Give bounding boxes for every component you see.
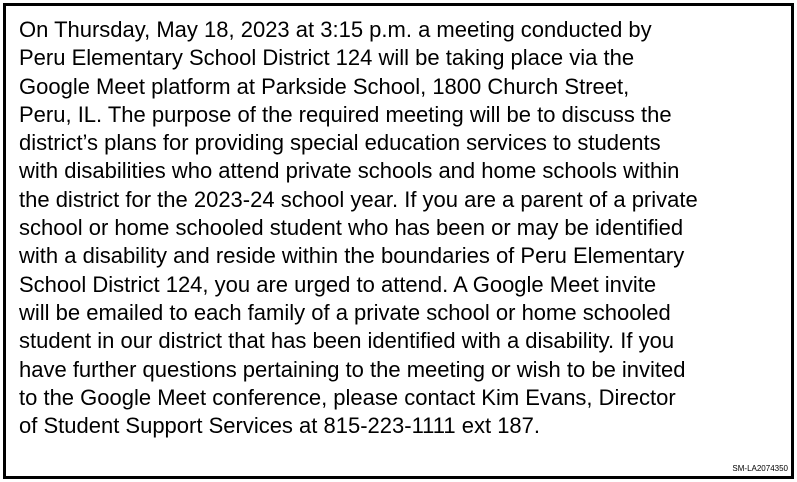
notice-line-13: have further questions pertaining to the meeting or wish to be invited [19,356,686,382]
notice-line-7: the district for the 2023-24 school year. If you are a parent of a private [19,186,698,212]
notice-line-12: student in our district that has been identified with a disability. If you [19,328,675,354]
notice-line-4: Peru, IL. The purpose of the required meeting will be to discuss the [19,101,672,127]
notice-line-5: district’s plans for providing special education services to students [19,130,661,156]
notice-line-14: to the Google Meet conference, please contact Kim Evans, Director [19,384,676,410]
notice-line-6: with disabilities who attend private schools and home schools within [19,158,680,184]
notice-body [19,16,784,440]
ad-id-label: SM-LA2074350 [732,464,788,473]
notice-line-2: Peru Elementary School District 124 will be taking place via the [19,45,635,71]
notice-box [3,3,794,479]
notice-line-1: On Thursday, May 18, 2023 at 3:15 p.m. a meeting conducted by [19,17,652,42]
notice-line-8: school or home schooled student who has been or may be identified [19,215,684,241]
notice-line-15: of Student Support Services at 815-223-1111 ext 187. [19,413,541,439]
notice-line-3: Google Meet platform at Parkside School, 1800 Church Street, [19,73,630,99]
notice-line-10: School District 124, you are urged to attend. A Google Meet invite [19,271,657,297]
notice-line-9: with a disability and reside within the boundaries of Peru Elementary [19,243,685,269]
notice-line-11: will be emailed to each family of a private school or home schooled [19,299,671,325]
